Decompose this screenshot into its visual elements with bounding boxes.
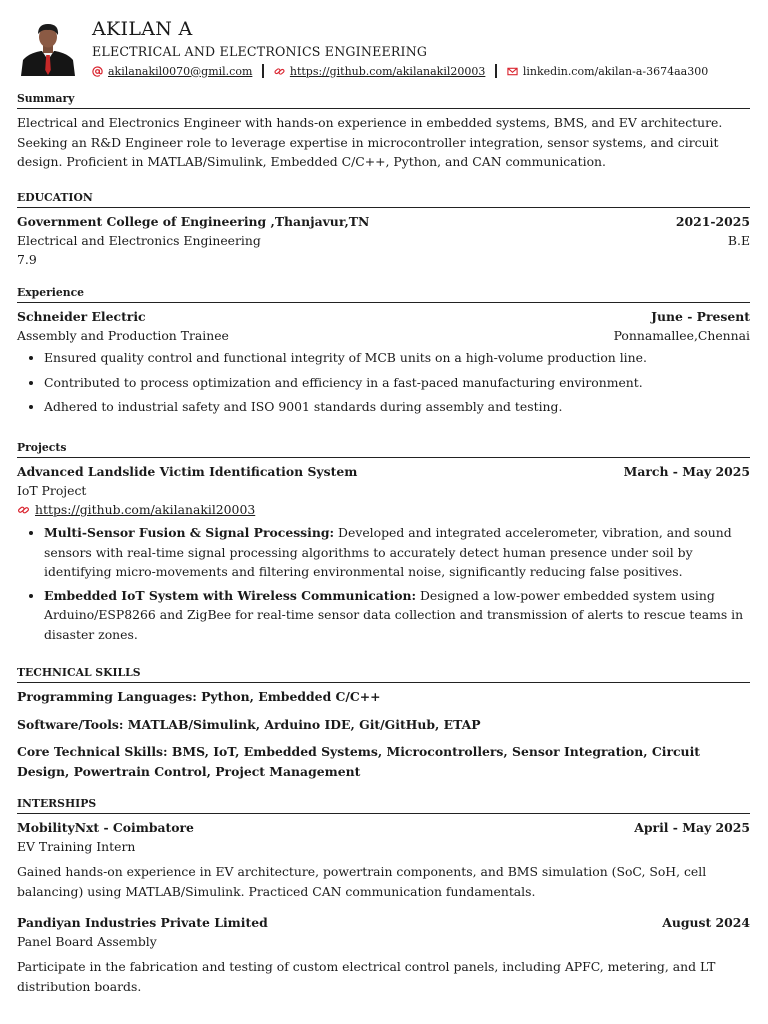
experience-role: Assembly and Production Trainee — [17, 328, 229, 343]
internship-period: August 2024 — [662, 915, 750, 930]
internship-description: Participate in the fabrication and testing of custom electrical control panels, including APFC, metering, and LT distribution boards. — [17, 959, 716, 994]
experience-location: Ponnamallee,Chennai — [613, 328, 750, 343]
resume-header — [92, 17, 752, 78]
bullet-text: Developed and integrated accelerometer, vibration, and sound sensors with real-time signal processing algorithms to accurately detect human presence under soil by identifying micro-movements and filtering environmental noise, significantly reducing false positives. — [44, 525, 732, 579]
skill-line: Core Technical Skills: BMS, IoT, Embedded Systems, Microcontrollers, Sensor Integration, Circuit Design, Powertrain Control, Project Management — [17, 744, 701, 779]
section-title: TECHNICAL SKILLS — [17, 666, 141, 679]
internship-role: Panel Board Assembly — [17, 934, 157, 949]
institution-name: Government College of Engineering ,Thanjavur,TN — [17, 214, 370, 229]
internship-company: MobilityNxt - Coimbatore — [17, 820, 194, 835]
section-divider — [17, 302, 750, 303]
internship-role-row — [17, 837, 750, 856]
section-divider — [17, 682, 750, 683]
project-period: March - May 2025 — [623, 464, 750, 479]
project-type: IoT Project — [17, 483, 87, 498]
contact-separator — [495, 64, 497, 78]
education-section — [17, 191, 750, 269]
experience-header-row — [17, 307, 750, 326]
summary-section — [17, 92, 750, 172]
list-item — [44, 586, 750, 645]
education-years: 2021-2025 — [675, 214, 750, 229]
internship-header-row — [17, 913, 750, 932]
experience-bullets — [17, 348, 750, 417]
summary-text: Electrical and Electronics Engineer with hands-on experience in embedded systems, BMS, and EV architecture. Seeking an R&D Engineer role to leverage expertise in microcontroller integration, sensor systems, and circuit design. Proficient in MATLAB/Simulink, Embedded C/C++, Python, and CAN communication. — [17, 115, 723, 169]
project-header-row — [17, 462, 750, 481]
internship-role-row — [17, 932, 750, 951]
list-item: • Adhered to industrial safety and ISO 9001 standards during assembly and testing. — [44, 397, 750, 417]
projects-section — [17, 441, 750, 644]
internship-role: EV Training Intern — [17, 839, 136, 854]
linkedin-link[interactable]: linkedin.com/akilan-a-3674aa300 — [522, 64, 709, 78]
candidate-name: AKILAN A — [92, 18, 193, 40]
email-link[interactable]: akilanakil0070@gmil.com — [108, 64, 253, 78]
project-link[interactable]: https://github.com/akilanakil20003 — [35, 502, 256, 517]
envelope-icon — [507, 66, 518, 77]
contact-bar — [92, 64, 752, 78]
internship-description: Gained hands-on experience in EV architecture, powertrain components, and BMS simulation (SoC, SoH, cell balancing) using MATLAB/Simulink. Practiced CAN communication fundamentals. — [17, 864, 707, 899]
link-icon — [17, 504, 30, 516]
github-link[interactable]: https://github.com/akilanakil20003 — [289, 64, 486, 78]
skill-line: Software/Tools: MATLAB/Simulink, Arduino IDE, Git/GitHub, ETAP — [17, 716, 481, 732]
contact-separator — [262, 64, 264, 78]
project-link-row — [17, 500, 750, 519]
section-title: Summary — [17, 92, 75, 105]
bullet-text: Designed a low-power embedded system using Arduino/ESP8266 and ZigBee for real-time sensor data collection and transmission of alerts to rescue teams in disaster zones. — [44, 587, 744, 642]
avatar — [19, 20, 77, 76]
list-item — [44, 523, 750, 582]
education-header-row — [17, 212, 750, 231]
section-divider — [17, 457, 750, 458]
at-sign-icon — [92, 66, 103, 77]
internships-section — [17, 797, 750, 996]
project-type-row — [17, 481, 750, 500]
section-divider — [17, 813, 750, 814]
skills-section — [17, 666, 750, 781]
bullet-heading: Embedded IoT System with Wireless Communication: — [44, 587, 417, 603]
candidate-department: ELECTRICAL AND ELECTRONICS ENGINEERING — [92, 44, 428, 59]
section-divider — [17, 108, 750, 109]
education-degree: B.E — [727, 233, 750, 248]
internship-header-row — [17, 818, 750, 837]
project-name: Advanced Landslide Victim Identification System — [17, 464, 358, 479]
internship-period: April - May 2025 — [634, 820, 750, 835]
company-name: Schneider Electric — [17, 309, 146, 324]
experience-detail-row — [17, 326, 750, 345]
section-title: EDUCATION — [17, 191, 93, 204]
section-title: INTERSHIPS — [17, 797, 97, 810]
internship-company: Pandiyan Industries Private Limited — [17, 915, 268, 930]
skill-line: Programming Languages: Python, Embedded C/C++ — [17, 689, 381, 704]
experience-section — [17, 286, 750, 417]
bullet-heading: Multi-Sensor Fusion & Signal Processing: — [44, 525, 335, 540]
section-title: Projects — [17, 441, 67, 454]
education-detail-row — [17, 231, 750, 250]
education-score-row — [17, 250, 750, 269]
section-title: Experience — [17, 286, 85, 299]
experience-period: June - Present — [651, 309, 750, 324]
list-item: • Contributed to process optimization and efficiency in a fast-paced manufacturing environment. — [44, 373, 750, 393]
education-field: Electrical and Electronics Engineering — [17, 233, 261, 248]
section-divider — [17, 207, 750, 208]
education-score: 7.9 — [17, 252, 37, 267]
link-icon — [274, 66, 285, 77]
list-item: • Ensured quality control and functional integrity of MCB units on a high-volume production line. — [44, 348, 750, 368]
project-bullets — [17, 523, 750, 644]
